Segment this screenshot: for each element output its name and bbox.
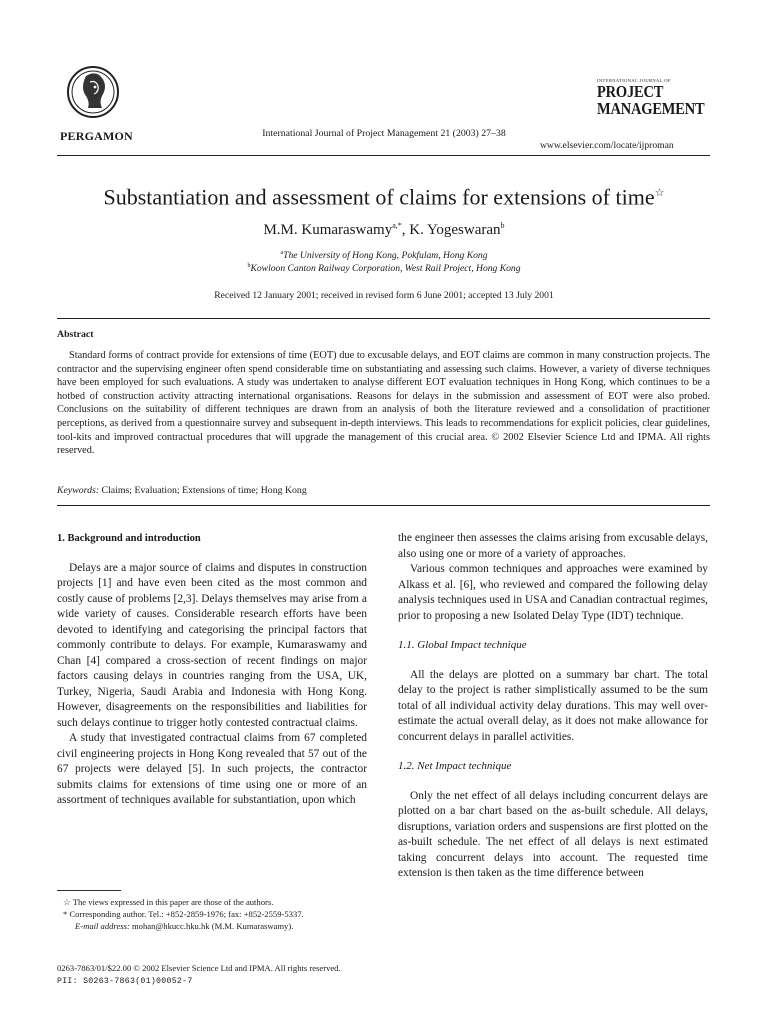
affiliation-b-text: Kowloon Canton Railway Corporation, West Rail Project, Hong Kong (250, 263, 521, 275)
affiliation-b-mark: b (247, 263, 251, 269)
journal-brand (597, 78, 707, 117)
author-separator: , (401, 222, 410, 238)
title-footnote-mark[interactable]: ☆ (654, 187, 665, 199)
affiliation-a-mark: a (280, 250, 284, 256)
footnote-views: ☆ The views expressed in this paper are those of the authors. (63, 897, 274, 907)
footnote-divider (57, 890, 121, 891)
journal-brand-line2: MANAGEMENT (597, 99, 705, 118)
subsection-heading: 1.1. Global Impact technique (398, 639, 527, 651)
author-2: K. Yogeswaran (409, 222, 501, 238)
author-1: M.M. Kumaraswamy (263, 222, 393, 238)
abstract-heading: Abstract (57, 329, 94, 340)
journal-url-link[interactable]: www.elsevier.com/locate/ijproman (540, 140, 674, 151)
left-column (57, 531, 367, 809)
footnotes (57, 896, 367, 932)
footnote-corresponding: * Corresponding author. Tel.: +852-2859-1976; fax: +852-2559-5337. (63, 909, 304, 919)
journal-brand-line1: PROJECT (597, 82, 664, 101)
keywords (57, 485, 307, 496)
body-paragraph: All the delays are plotted on a summary bar chart. The total delay to the project is rather simplistically assumed to be the sum total of all individual activity delay durations. This may well over-estimate the actual overall delay, as it does not make allowance for concurrent delays in parallel activities. (398, 668, 708, 743)
affiliation-a-text: The University of Hong Kong, Pokfulam, Hong Kong (283, 250, 488, 262)
body-paragraph: Various common techniques and approaches were examined by Alkass et al. [6], who reviewed and compared the following delay analysis techniques used in USA and Canadian contractual regimes, prior to proposing a new Isolated Delay Type (IDT) technique. (398, 563, 708, 622)
body-paragraph: A study that investigated contractual claims from 67 completed civil engineering projects in Hong Kong revealed that 57 out of the 67 projects were delayed [5]. In such projects, the contractor submits claims for extensions of time using one or more of an assortment of techniques available for substantiation, upon which (57, 732, 367, 806)
email-link[interactable]: mohan@hkucc.hku.hk (M.M. Kumaraswamy). (131, 921, 294, 931)
author-1-mark[interactable]: a,* (392, 221, 402, 230)
email-label: E-mail address: (75, 921, 130, 931)
pii-line: PII: S0263-7863(01)00052-7 (57, 977, 193, 986)
affiliation-a (0, 250, 768, 261)
journal-reference: International Journal of Project Management 21 (2003) 27–38 (262, 128, 506, 139)
publisher-name: PERGAMON (60, 129, 133, 143)
body-paragraph: the engineer then assesses the claims arising from excusable delays, also using one or more of a variety of approaches. (398, 532, 708, 560)
page-bottom (57, 962, 341, 988)
journal-brand-small: INTERNATIONAL JOURNAL OF (597, 78, 671, 83)
right-column (398, 531, 708, 882)
affiliation-b (0, 263, 768, 274)
author-line (0, 221, 768, 239)
keywords-label: Keywords: (57, 485, 100, 496)
abstract-text: Standard forms of contract provide for extensions of time (EOT) due to excusable delays, and EOT claims are common in many construction projects. The contractor and the supervising engineer often spend considerable time on substantiating and assessing such claims. However, a variety of diverse techniques have been employed for such evaluations. A study was undertaken to analyse different EOT evaluation techniques in Hong Kong, which continues to be a hotbed of construction activity attracting international organisations. Reasons for delays in the submission and assessment of EOT were also probed. Conclusions on the suitability of different techniques are drawn from an analysis of both the literature reviewed and a consolidation of practitioner perceptions, as derived from a questionnaire survey and subsequent in-depth interviews. This leads to recommendations for explicit policies, clear guidelines, tool-kits and improved contractual procedures that will upgrade the management of this crucial area. © 2002 Elsevier Science Ltd and IPMA. All rights reserved. (57, 350, 710, 457)
elsevier-tree-logo-icon (66, 62, 120, 122)
subsection-heading: 1.2. Net Impact technique (398, 760, 512, 772)
article-title (0, 180, 768, 210)
header-divider (57, 155, 710, 156)
section-heading: 1. Background and introduction (57, 533, 201, 544)
article-title-text: Substantiation and assessment of claims for extensions of time (103, 184, 655, 210)
issn-line: 0263-7863/01/$22.00 © 2002 Elsevier Science Ltd and IPMA. All rights reserved. (57, 963, 341, 973)
abstract-top-divider (57, 318, 710, 319)
received-dates: Received 12 January 2001; received in revised form 6 June 2001; accepted 13 July 2001 (214, 290, 554, 301)
abstract-bottom-divider (57, 505, 710, 506)
footnote-email (57, 920, 367, 932)
author-2-mark[interactable]: b (500, 221, 505, 230)
body-paragraph: Delays are a major source of claims and disputes in construction projects [1] and have even been cited as the most common and costly cause of problems [2,3]. Delays themselves may arise from a wide variety of causes. Considerable research efforts have been devoted to identifying and categorising the principal factors that commonly contribute to delays. For example, Kumaraswamy and Chan [4] compared a cross-section of recent findings on major factors causing delays in countries ranging from the USA, UK, Turkey, Nigeria, Saudi Arabia and Indonesia with Hong Kong. However, disagreements on the responsibilities and liabilities for such delays continue to trigger hotly contested contractual claims. (57, 561, 367, 729)
body-paragraph: Only the net effect of all delays including concurrent delays are plotted on a bar chart based on the as-built schedule. All delays, disruptions, variation orders and suspensions are first plotted on the as-built schedule. The net effect of all delays is next estimated taking concurrent delays into account. The requested time extension is then taken as the time difference between (398, 789, 708, 879)
keywords-list: Claims; Evaluation; Extensions of time; Hong Kong (101, 485, 307, 496)
